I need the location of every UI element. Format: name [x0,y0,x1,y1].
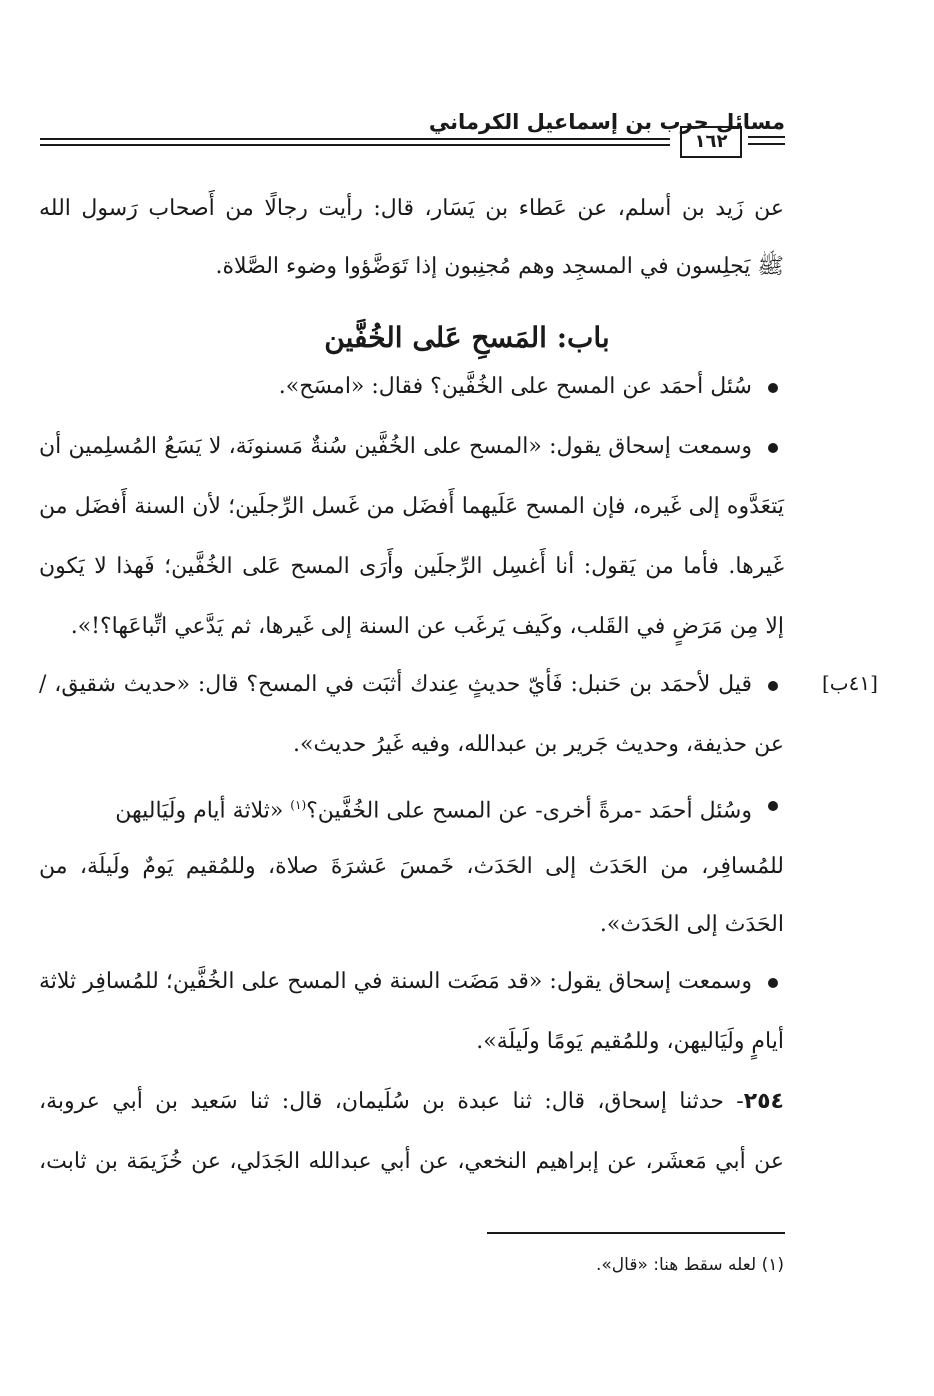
text-line: عن أبي مَعشَر، عن إبراهيم النخعي، عن أبي عبدالله الجَدَلي، عن خُزَيمَة بن ثابت، [39,1149,784,1174]
bullet-icon [768,383,778,393]
text-line: إلا مِن مَرَضٍ في القَلب، وكَيف يَرغَب عن السنة إلى غَيرها، ثم يَدَّعي اتِّباعَها؟!». [70,614,784,639]
text-line: وسمعت إسحاق يقول: «قد مَضَت السنة في المسح على الخُفَّين؛ للمُسافِر ثلاثة [39,969,752,994]
text-line: قيل لأحمَد بن حَنبل: فَأيّ حديثٍ عِندك أثبَت في المسح؟ قال: «حديث شقيق، / [39,672,752,697]
text-line: الحَدَث إلى الحَدَث». [599,912,784,937]
text-line [39,790,752,826]
page-number: ١٦٢ [680,126,742,158]
header-ornament [748,143,785,145]
chapter-title: باب: المَسحِ عَلى الخُفَّين [324,321,610,354]
hadith-number: ٢٥٤ [743,1089,784,1114]
header-rule [40,138,670,140]
text-line [39,1087,784,1117]
text-segment: - حدثنا إسحاق، قال: ثنا عبدة بن سُلَيمان، قال: ثنا سَعيد بن أبي عروبة، [39,1089,744,1114]
text-line: عن زَيد بن أسلم، عن عَطاء بن يَسَار، قال: رأيت رجالًا من أَصحاب رَسول الله [39,196,784,221]
footnote: (١) لعله سقط هنا: «قال». [596,1255,784,1275]
text-line: يَتعَدَّوه إلى غَيره، فإن المسح عَلَيهما أَفضَل من غَسل الرِّجلَين؛ لأن السنة أَفضَل من [39,494,784,519]
text-line: وسمعت إسحاق يقول: «المسح على الخُفَّين سُنةٌ مَسنونَة، لا يَسَعُ المُسلِمين أن [39,434,752,459]
text-segment: وسُئل أحمَد -مرةً أخرى- عن المسح على الخُفَّين؟ [306,798,752,824]
margin-note: [٤١ب] [822,671,878,695]
bullet-icon [768,978,778,988]
bullet-icon [768,681,778,691]
header-rule [40,144,670,146]
footnote-separator [487,1232,785,1234]
text-line: سُئل أحمَد عن المسح على الخُفَّين؟ فقال: «امسَح». [278,374,752,399]
text-line: عن حذيفة، وحديث جَرير بن عبدالله، وفيه غَيرُ حديث». [293,732,784,757]
text-line: غَيرها. فأما من يَقول: أنا أَغسِل الرِّجلَين وأَرَى المسح عَلى الخُفَّين؛ فَهذا لا يَكون [39,554,784,579]
text-line: أيامٍ ولَيَاليهن، وللمُقيم يَومًا ولَيلَة». [476,1029,784,1054]
bullet-icon [768,443,778,453]
text-line: للمُسافِر، من الحَدَث إلى الحَدَث، خَمسَ عَشرَةَ صلاة، وللمُقيم يَومٌ ولَيلَة، من [39,854,784,879]
footnote-marker: (١) [290,798,307,812]
bullet-icon [768,801,778,811]
book-title: مسائل حرب بن إسماعيل الكرماني [428,110,785,134]
text-line: ﷺ يَجلِسون في المسجِد وهم مُجنِبون إذا تَوَضَّؤوا وضوء الصَّلاة. [215,254,784,279]
running-header [40,100,785,160]
header-ornament [748,136,785,138]
text-segment: «ثلاثة أيام ولَيَاليهن [115,798,291,824]
